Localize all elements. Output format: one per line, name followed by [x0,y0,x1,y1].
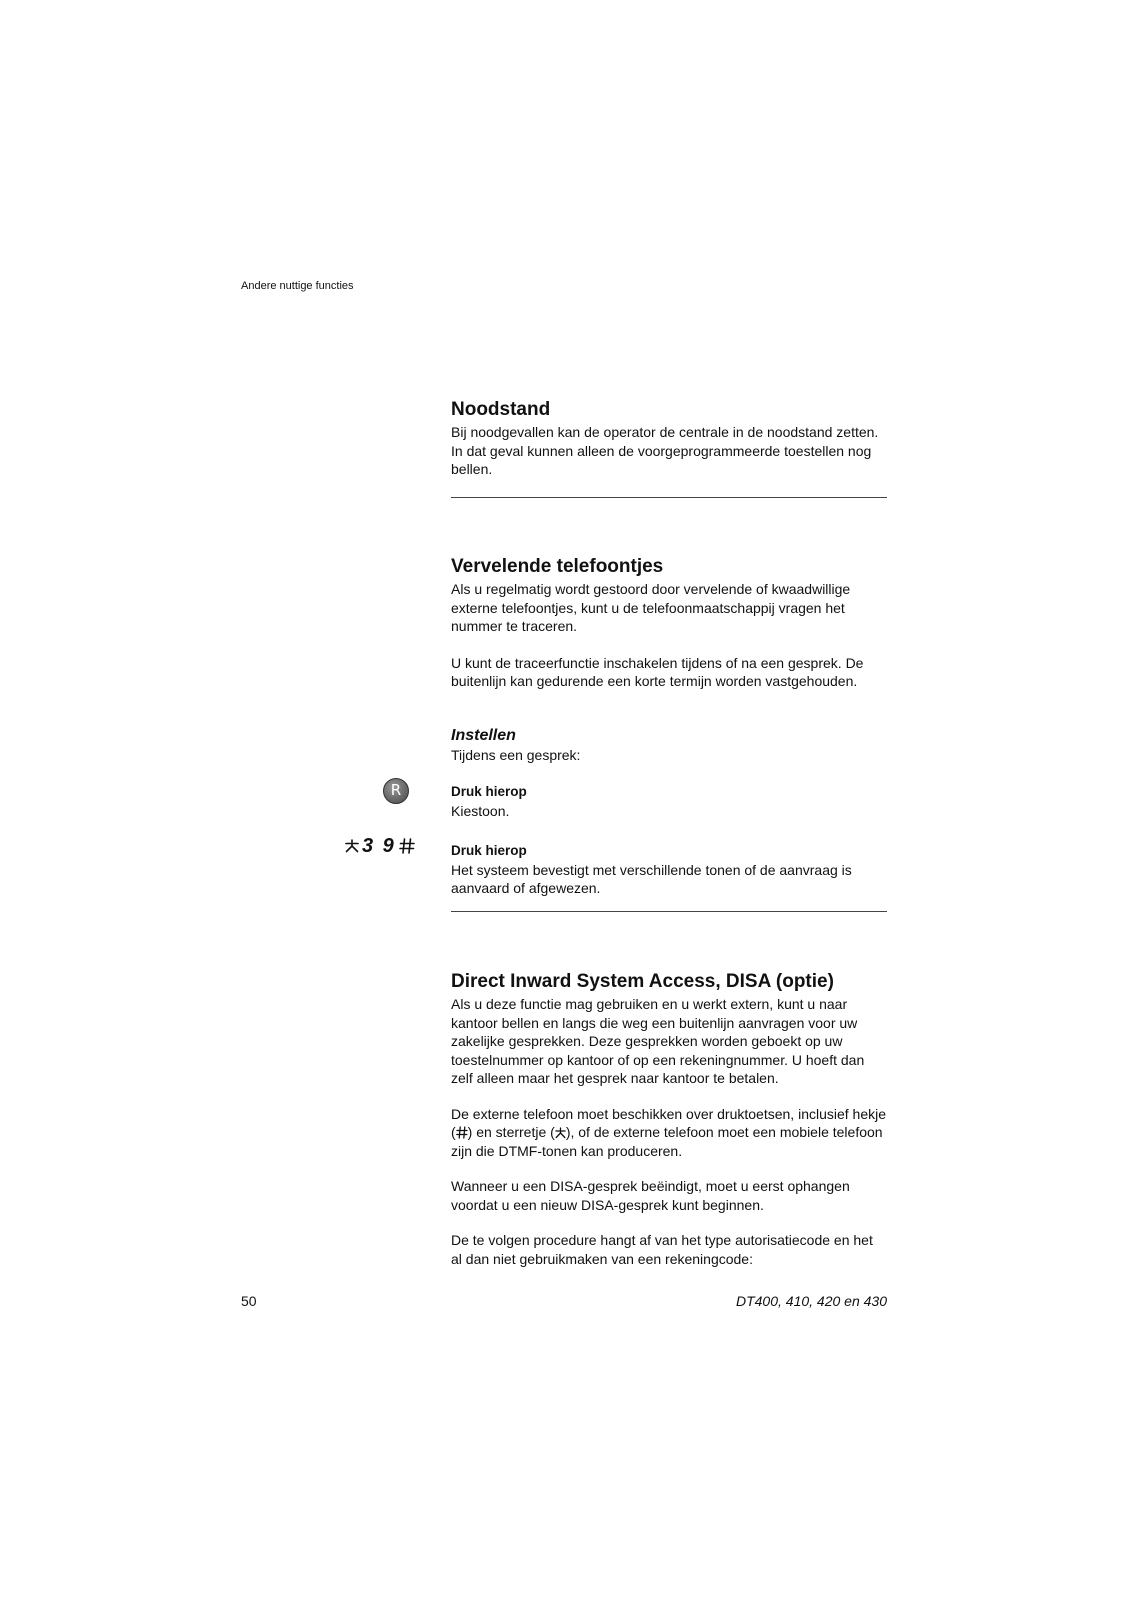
step-2 [451,842,887,898]
vervelende-paragraph-1: Als u regelmatig wordt gestoord door vervelende of kwaadwillige externe telefoontjes, kunt u de telefoonmaatschappij vragen het nummer te traceren. [451,581,851,634]
noodstand-body: Bij noodgevallen kan de operator de centrale in de noodstand zetten. In dat geval kunnen alleen de voorgeprogrammeerde toestellen nog bellen. [451,424,879,477]
instellen-intro: Tijdens een gesprek: [451,747,581,763]
vervelende-paragraph-2: U kunt de traceerfunctie inschakelen tijdens of na een gesprek. De buitenlijn kan gedurende een korte termijn worden vastgehouden. [451,654,864,689]
disa-paragraph-2 [451,1105,887,1161]
document-model: DT400, 410, 420 en 430 [735,1293,887,1309]
key-digits: 3 9 [362,835,396,857]
running-header: Andere nuttige functies [241,280,354,292]
disa-paragraph-3: Wanneer u een DISA-gesprek beëindigt, moet u eerst ophangen voordat u een nieuw DISA-gesprek kunt beginnen. [451,1178,850,1213]
section-title-disa: Direct Inward System Access, DISA (optie) [451,971,834,992]
hash-icon [456,1126,468,1139]
disa-paragraph-1: Als u deze functie mag gebruiken en u werkt extern, kunt u naar kantoor bellen en langs die weg een buitenlijn aanvragen voor uw zakelijke gesprekken. Deze gesprekken worden geboekt op uw toestelnummer op kantoor of op een rekeningnummer. U hoeft dan zelf alleen maar het gesprek naar kantoor te betalen. [451,996,865,1086]
section-divider [451,497,887,498]
step-2-text: Het systeem bevestigt met verschillende tonen of de aanvraag is aanvaard of afgewezen. [451,861,852,896]
disa-paragraph-4: De te volgen procedure hangt af van het type autorisatiecode en het al dan niet gebruikmaken van een rekeningcode: [451,1232,873,1267]
r-key-icon: R [383,778,409,804]
subsection-title-instellen: Instellen [451,727,516,744]
star-icon [555,1127,566,1139]
section-noodstand [451,398,887,479]
hash-key-icon [399,838,415,854]
step-1-text: Kiestoon. [451,802,510,819]
section-disa [451,970,887,1268]
section-vervelende-telefoontjes [451,555,887,691]
subsection-instellen [451,726,887,765]
key-sequence [345,834,435,858]
disa-paragraph-2-part-1: De externe telefoon moet beschikken over druktoetsen, inclusief hekje ( [451,1105,887,1140]
star-key-icon [345,839,359,853]
page-number: 50 [241,1293,257,1309]
disa-paragraph-2-part-3: ), of de externe telefoon moet een mobiele telefoon zijn die DTMF-tonen kan produceren. [451,1124,883,1159]
disa-paragraph-2-part-2: ) en sterretje ( [467,1124,555,1140]
section-divider [451,911,887,912]
step-2-title: Druk hierop [451,843,527,858]
step-1-title: Druk hierop [451,784,527,799]
section-title-vervelende: Vervelende telefoontjes [451,556,664,577]
step-1 [451,783,887,820]
section-title-noodstand: Noodstand [451,399,551,420]
